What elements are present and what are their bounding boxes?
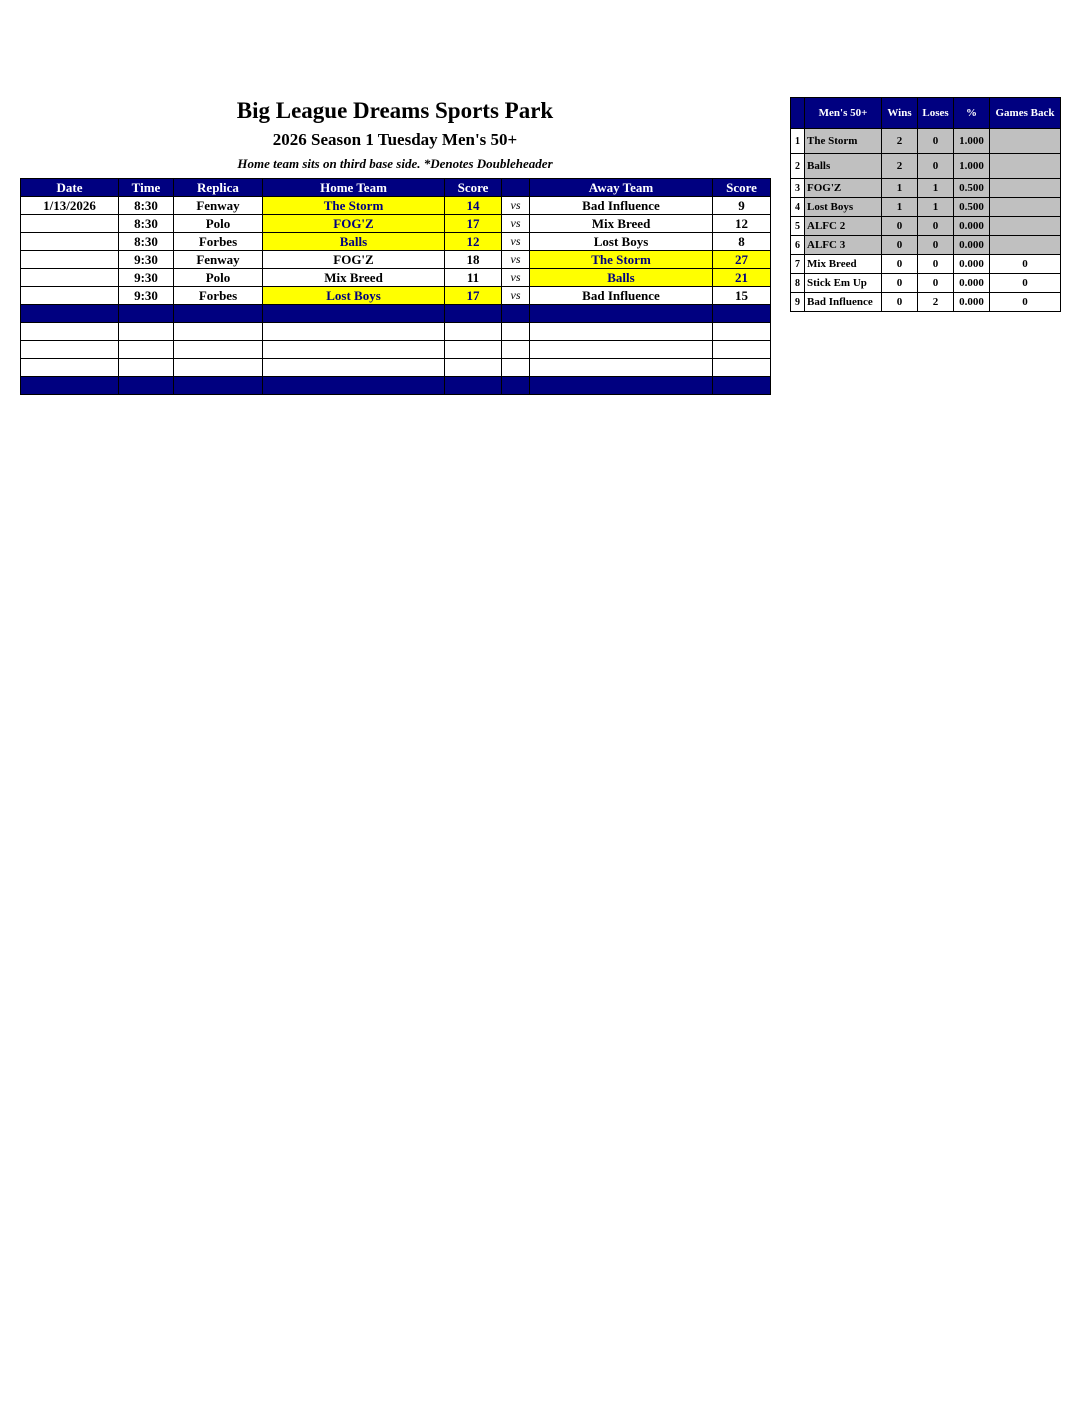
away-score: 8 — [713, 233, 771, 251]
empty-cell — [119, 341, 174, 359]
team-rank: 7 — [791, 255, 805, 274]
team-games-back — [990, 198, 1061, 217]
team-pct: 0.000 — [954, 255, 990, 274]
vs-label: vs — [502, 251, 530, 269]
empty-cell — [445, 305, 502, 323]
table-row — [21, 269, 771, 287]
empty-cell — [119, 305, 174, 323]
empty-cell — [713, 359, 771, 377]
away-score: 27 — [713, 251, 771, 269]
table-row — [21, 197, 771, 215]
empty-cell — [119, 359, 174, 377]
team-wins: 0 — [882, 217, 918, 236]
team-loses: 0 — [918, 255, 954, 274]
col-pct: % — [954, 98, 990, 129]
empty-row — [21, 359, 771, 377]
empty-row — [21, 341, 771, 359]
home-team: Mix Breed — [263, 269, 445, 287]
empty-cell — [119, 377, 174, 395]
standings-row — [791, 274, 1061, 293]
col-division: Men's 50+ — [805, 98, 882, 129]
empty-cell — [174, 377, 263, 395]
team-pct: 0.000 — [954, 217, 990, 236]
game-time: 9:30 — [119, 251, 174, 269]
empty-cell — [21, 305, 119, 323]
empty-cell — [713, 305, 771, 323]
team-rank: 3 — [791, 179, 805, 198]
team-games-back — [990, 179, 1061, 198]
empty-cell — [530, 305, 713, 323]
separator-row — [21, 305, 771, 323]
game-date — [21, 269, 119, 287]
game-date — [21, 215, 119, 233]
empty-cell — [530, 359, 713, 377]
team-rank: 4 — [791, 198, 805, 217]
empty-cell — [502, 341, 530, 359]
team-name: The Storm — [805, 129, 882, 154]
page-note: Home team sits on third base side. *Denotes Doubleheader — [237, 156, 553, 171]
standings-table — [790, 97, 1061, 312]
home-team: FOG'Z — [263, 251, 445, 269]
standings-row — [791, 217, 1061, 236]
col-games-back: Games Back — [990, 98, 1061, 129]
col-wins: Wins — [882, 98, 918, 129]
page-subtitle: 2026 Season 1 Tuesday Men's 50+ — [272, 130, 518, 149]
empty-cell — [21, 359, 119, 377]
vs-label: vs — [502, 197, 530, 215]
team-games-back — [990, 154, 1061, 179]
table-row — [21, 251, 771, 269]
col-away-team: Away Team — [530, 179, 713, 197]
game-time: 8:30 — [119, 233, 174, 251]
team-wins: 0 — [882, 293, 918, 312]
empty-cell — [21, 341, 119, 359]
team-loses: 2 — [918, 293, 954, 312]
team-rank: 8 — [791, 274, 805, 293]
col-replica: Replica — [174, 179, 263, 197]
team-name: ALFC 2 — [805, 217, 882, 236]
empty-cell — [530, 341, 713, 359]
standings-row — [791, 198, 1061, 217]
vs-label: vs — [502, 287, 530, 305]
team-name: Stick Em Up — [805, 274, 882, 293]
team-loses: 0 — [918, 274, 954, 293]
standings-row — [791, 236, 1061, 255]
empty-cell — [445, 341, 502, 359]
home-score: 14 — [445, 197, 502, 215]
col-vs — [502, 179, 530, 197]
away-score: 21 — [713, 269, 771, 287]
empty-cell — [119, 323, 174, 341]
game-replica: Forbes — [174, 287, 263, 305]
team-name: ALFC 3 — [805, 236, 882, 255]
team-wins: 2 — [882, 129, 918, 154]
empty-row — [21, 323, 771, 341]
away-score: 12 — [713, 215, 771, 233]
team-pct: 0.500 — [954, 198, 990, 217]
away-team: Mix Breed — [530, 215, 713, 233]
game-time: 9:30 — [119, 287, 174, 305]
away-team: Lost Boys — [530, 233, 713, 251]
team-pct: 0.000 — [954, 274, 990, 293]
team-wins: 0 — [882, 236, 918, 255]
team-name: Bad Influence — [805, 293, 882, 312]
game-time: 8:30 — [119, 215, 174, 233]
vs-label: vs — [502, 215, 530, 233]
empty-cell — [263, 305, 445, 323]
team-games-back: 0 — [990, 293, 1061, 312]
empty-cell — [263, 377, 445, 395]
team-pct: 1.000 — [954, 129, 990, 154]
away-score: 15 — [713, 287, 771, 305]
team-pct: 1.000 — [954, 154, 990, 179]
away-team: Balls — [530, 269, 713, 287]
col-date: Date — [21, 179, 119, 197]
vs-label: vs — [502, 269, 530, 287]
game-replica: Polo — [174, 269, 263, 287]
game-replica: Polo — [174, 215, 263, 233]
team-wins: 1 — [882, 179, 918, 198]
team-name: Lost Boys — [805, 198, 882, 217]
team-rank: 6 — [791, 236, 805, 255]
team-games-back: 0 — [990, 274, 1061, 293]
home-team: The Storm — [263, 197, 445, 215]
away-team: Bad Influence — [530, 287, 713, 305]
col-rank — [791, 98, 805, 129]
standings-row — [791, 255, 1061, 274]
schedule-table — [20, 178, 771, 395]
home-score: 11 — [445, 269, 502, 287]
team-loses: 1 — [918, 179, 954, 198]
team-wins: 0 — [882, 255, 918, 274]
away-score: 9 — [713, 197, 771, 215]
standings-row — [791, 154, 1061, 179]
empty-cell — [502, 323, 530, 341]
col-away-score: Score — [713, 179, 771, 197]
vs-label: vs — [502, 233, 530, 251]
game-date: 1/13/2026 — [21, 197, 119, 215]
team-pct: 0.000 — [954, 293, 990, 312]
team-name: Mix Breed — [805, 255, 882, 274]
game-date — [21, 233, 119, 251]
empty-cell — [21, 323, 119, 341]
game-date — [21, 287, 119, 305]
col-home-score: Score — [445, 179, 502, 197]
home-team: FOG'Z — [263, 215, 445, 233]
team-wins: 0 — [882, 274, 918, 293]
empty-cell — [502, 305, 530, 323]
game-date — [21, 251, 119, 269]
empty-cell — [174, 359, 263, 377]
team-rank: 9 — [791, 293, 805, 312]
home-score: 17 — [445, 287, 502, 305]
col-home-team: Home Team — [263, 179, 445, 197]
table-row — [21, 215, 771, 233]
team-rank: 2 — [791, 154, 805, 179]
table-row — [21, 233, 771, 251]
standings-row — [791, 179, 1061, 198]
home-score: 17 — [445, 215, 502, 233]
team-wins: 1 — [882, 198, 918, 217]
home-score: 12 — [445, 233, 502, 251]
page-title: Big League Dreams Sports Park — [236, 98, 554, 123]
empty-cell — [713, 341, 771, 359]
empty-cell — [174, 323, 263, 341]
empty-cell — [21, 377, 119, 395]
game-time: 8:30 — [119, 197, 174, 215]
empty-cell — [502, 377, 530, 395]
empty-cell — [174, 341, 263, 359]
empty-cell — [174, 305, 263, 323]
team-name: FOG'Z — [805, 179, 882, 198]
empty-cell — [530, 377, 713, 395]
away-team: Bad Influence — [530, 197, 713, 215]
game-replica: Fenway — [174, 197, 263, 215]
game-replica: Forbes — [174, 233, 263, 251]
team-loses: 0 — [918, 236, 954, 255]
team-rank: 5 — [791, 217, 805, 236]
home-team: Lost Boys — [263, 287, 445, 305]
col-time: Time — [119, 179, 174, 197]
empty-cell — [263, 323, 445, 341]
team-rank: 1 — [791, 129, 805, 154]
home-team: Balls — [263, 233, 445, 251]
team-pct: 0.500 — [954, 179, 990, 198]
team-loses: 0 — [918, 217, 954, 236]
empty-cell — [445, 377, 502, 395]
empty-cell — [263, 341, 445, 359]
team-games-back — [990, 217, 1061, 236]
team-loses: 1 — [918, 198, 954, 217]
separator-row — [21, 377, 771, 395]
game-time: 9:30 — [119, 269, 174, 287]
schedule-header-row — [21, 179, 771, 197]
empty-cell — [445, 323, 502, 341]
empty-cell — [502, 359, 530, 377]
empty-cell — [713, 323, 771, 341]
empty-cell — [445, 359, 502, 377]
empty-cell — [263, 359, 445, 377]
away-team: The Storm — [530, 251, 713, 269]
team-pct: 0.000 — [954, 236, 990, 255]
table-row — [21, 287, 771, 305]
home-score: 18 — [445, 251, 502, 269]
empty-cell — [530, 323, 713, 341]
standings-row — [791, 129, 1061, 154]
col-loses: Loses — [918, 98, 954, 129]
team-games-back — [990, 236, 1061, 255]
team-loses: 0 — [918, 129, 954, 154]
team-wins: 2 — [882, 154, 918, 179]
standings-row — [791, 293, 1061, 312]
team-games-back: 0 — [990, 255, 1061, 274]
team-name: Balls — [805, 154, 882, 179]
standings-header-row — [791, 98, 1061, 129]
empty-cell — [713, 377, 771, 395]
game-replica: Fenway — [174, 251, 263, 269]
team-loses: 0 — [918, 154, 954, 179]
team-games-back — [990, 129, 1061, 154]
